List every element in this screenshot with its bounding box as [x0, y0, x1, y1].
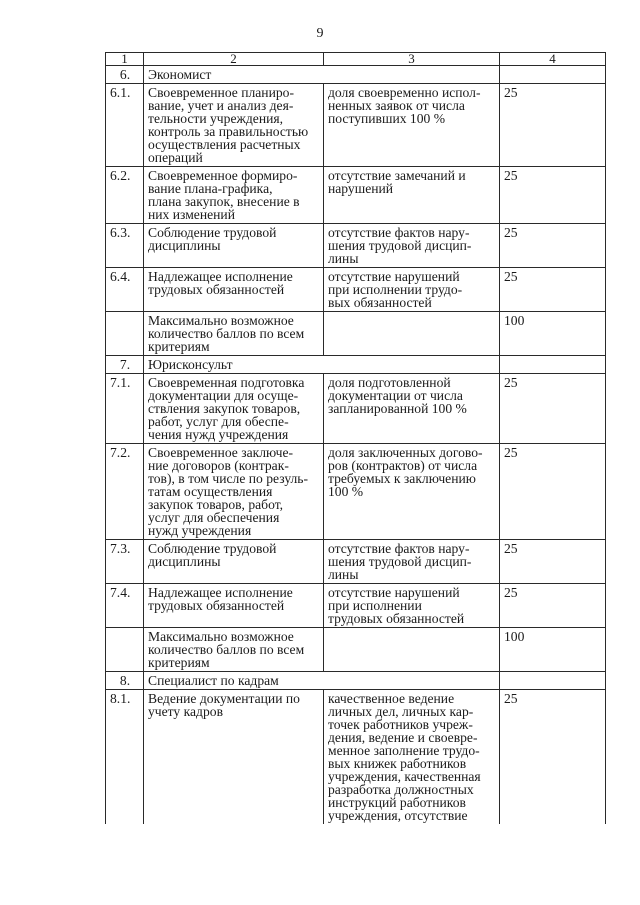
criterion-number: 6.2. — [106, 167, 144, 224]
column-number: 1 — [106, 53, 144, 66]
criterion-number: 6.1. — [106, 84, 144, 167]
section-number: 6. — [106, 66, 144, 84]
criterion-number — [106, 628, 144, 672]
criterion-row — [106, 84, 606, 167]
criterion-name: Своевременная подготовка документации для осуще- ствления закупок товаров, работ, услуг для обеспе- чения нужд учреждения — [144, 374, 324, 444]
criterion-number: 7.3. — [106, 540, 144, 584]
criterion-number: 7.2. — [106, 444, 144, 540]
column-number: 2 — [144, 53, 324, 66]
criterion-name: Надлежащее исполнение трудовых обязанностей — [144, 268, 324, 312]
criterion-indicator: отсутствие нарушений при исполнении трудовых обязанностей — [324, 584, 500, 628]
criterion-score: 25 — [500, 224, 606, 268]
criterion-row — [106, 224, 606, 268]
criterion-indicator: доля своевременно испол- ненных заявок от числа поступивших 100 % — [324, 84, 500, 167]
criterion-row — [106, 374, 606, 444]
criteria-table — [105, 52, 606, 824]
criterion-indicator: качественное ведение личных дел, личных кар- точек работников учреж- дения, ведение и своевре- менное заполнение трудо- вых книжек работников учреждения, качественная разработка должностных инструкций работников учреждения, отсутствие — [324, 690, 500, 825]
criterion-score: 100 — [500, 628, 606, 672]
criterion-number: 7.4. — [106, 584, 144, 628]
criterion-score: 25 — [500, 84, 606, 167]
criterion-number: 8.1. — [106, 690, 144, 825]
max-score-label: Максимально возможное количество баллов по всем критериям — [144, 628, 324, 672]
criterion-row — [106, 540, 606, 584]
criterion-name: Ведение документации по учету кадров — [144, 690, 324, 825]
section-number: 7. — [106, 356, 144, 374]
column-number: 4 — [500, 53, 606, 66]
section-title: Юрисконсульт — [144, 356, 500, 374]
criterion-number: 6.3. — [106, 224, 144, 268]
max-score-row — [106, 312, 606, 356]
score-cell — [500, 672, 606, 690]
section-row — [106, 672, 606, 690]
section-row — [106, 356, 606, 374]
column-number-row — [106, 53, 606, 66]
criterion-indicator — [324, 312, 500, 356]
score-cell — [500, 66, 606, 84]
criterion-name: Своевременное формиро- вание плана-графика, плана закупок, внесение в них изменений — [144, 167, 324, 224]
criterion-row — [106, 167, 606, 224]
column-number: 3 — [324, 53, 500, 66]
section-title: Экономист — [144, 66, 500, 84]
page-number: 9 — [316, 26, 324, 41]
criterion-name: Соблюдение трудовой дисциплины — [144, 224, 324, 268]
section-row — [106, 66, 606, 84]
criterion-name: Своевременное планиро- вание, учет и анализ дея- тельности учреждения, контроль за правильностью осуществления расчетных операций — [144, 84, 324, 167]
criterion-score: 25 — [500, 374, 606, 444]
criterion-indicator: отсутствие замечаний и нарушений — [324, 167, 500, 224]
criterion-score: 25 — [500, 268, 606, 312]
criterion-score: 25 — [500, 584, 606, 628]
criterion-name: Соблюдение трудовой дисциплины — [144, 540, 324, 584]
max-score-row — [106, 628, 606, 672]
criterion-score: 25 — [500, 167, 606, 224]
criterion-indicator — [324, 628, 500, 672]
criterion-indicator: отсутствие фактов нару- шения трудовой дисцип- лины — [324, 540, 500, 584]
criterion-indicator: отсутствие нарушений при исполнении трудо- вых обязанностей — [324, 268, 500, 312]
criterion-number: 6.4. — [106, 268, 144, 312]
criterion-row — [106, 268, 606, 312]
criterion-score: 25 — [500, 690, 606, 825]
criterion-row — [106, 444, 606, 540]
criterion-name: Надлежащее исполнение трудовых обязанностей — [144, 584, 324, 628]
criterion-number: 7.1. — [106, 374, 144, 444]
max-score-label: Максимально возможное количество баллов по всем критериям — [144, 312, 324, 356]
section-title: Специалист по кадрам — [144, 672, 500, 690]
criterion-row — [106, 584, 606, 628]
criterion-score: 100 — [500, 312, 606, 356]
criterion-score: 25 — [500, 444, 606, 540]
criterion-row — [106, 690, 606, 825]
criterion-number — [106, 312, 144, 356]
section-number: 8. — [106, 672, 144, 690]
criterion-indicator: доля заключенных догово- ров (контрактов) от числа требуемых к заключению 100 % — [324, 444, 500, 540]
score-cell — [500, 356, 606, 374]
criterion-score: 25 — [500, 540, 606, 584]
criterion-name: Своевременное заключе- ние договоров (контрак- тов), в том числе по резуль- татам осуществления закупок товаров, работ, услуг для обеспечения нужд учреждения — [144, 444, 324, 540]
criterion-indicator: доля подготовленной документации от числа запланированной 100 % — [324, 374, 500, 444]
criterion-indicator: отсутствие фактов нару- шения трудовой дисцип- лины — [324, 224, 500, 268]
